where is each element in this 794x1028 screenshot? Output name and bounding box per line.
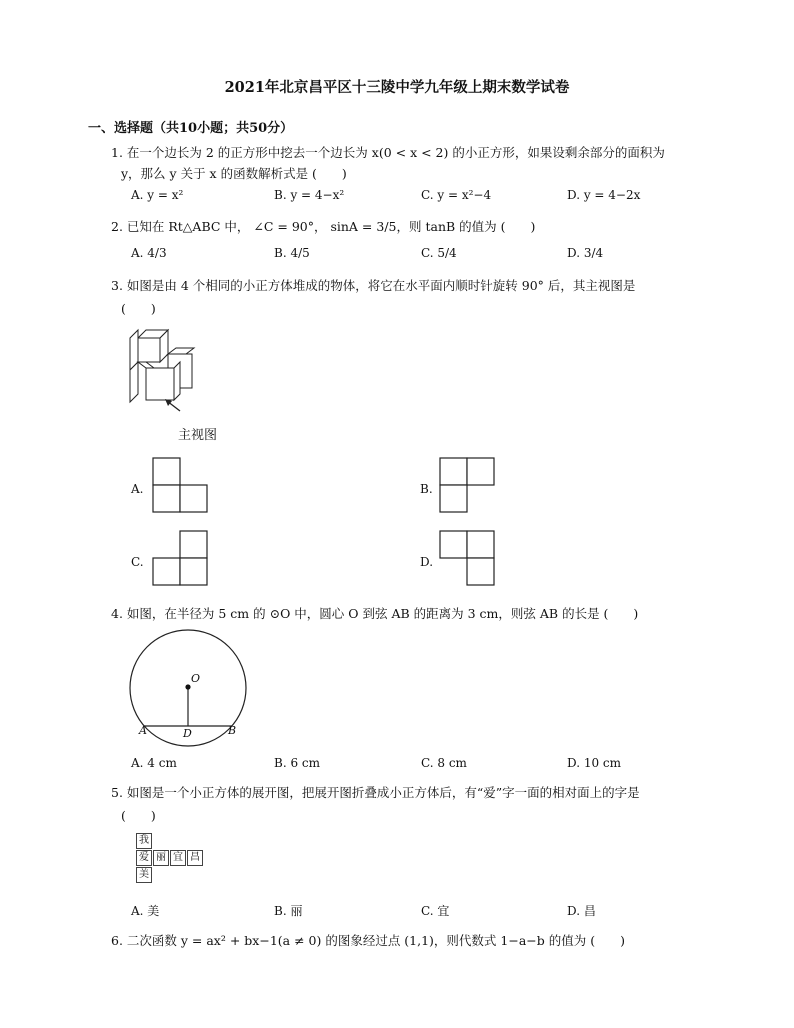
q4-label-b: B xyxy=(228,724,237,737)
q4-option-c: C. 8 cm xyxy=(421,756,467,770)
q3-option-c-figure xyxy=(152,530,210,586)
q3-option-b: B. xyxy=(420,482,433,496)
q2-text: 2. 已知在 Rt△ABC 中， ∠C = 90°， sinA = 3/5，则 tanB 的值为 ( ) xyxy=(111,219,536,234)
q3-main-view-label: 主视图 xyxy=(178,428,218,443)
net-cell-ai: 爱 xyxy=(136,850,152,866)
q4-text: 4. 如图，在半径为 5 cm 的 ⊙O 中，圆心 O 到弦 AB 的距离为 3 cm，则弦 AB 的长是 ( ) xyxy=(111,606,639,621)
q4-option-d: D. 10 cm xyxy=(567,756,622,770)
page-title: 2021年北京昌平区十三陵中学九年级上期末数学试卷 xyxy=(224,79,570,96)
section-heading: 一、选择题（共10小题；共50分） xyxy=(88,121,294,136)
q3-option-b-figure xyxy=(439,457,497,513)
q1-option-d: D. y = 4−2x xyxy=(567,188,641,202)
q3-text-line2: ( ) xyxy=(121,301,156,316)
q5-option-b: B. 丽 xyxy=(274,904,303,918)
net-cell-wo: 我 xyxy=(136,833,152,849)
q2-option-b: B. 4/5 xyxy=(274,246,310,260)
q5-option-c: C. 宜 xyxy=(421,904,450,918)
q4-label-a: A xyxy=(139,724,147,737)
q2-option-d: D. 3/4 xyxy=(567,246,604,260)
q1-option-a: A. y = x² xyxy=(131,188,184,202)
q3-option-d-figure xyxy=(439,530,497,586)
net-cell-yi: 宜 xyxy=(170,850,186,866)
arrow-icon xyxy=(162,398,184,414)
q5-option-d: D. 昌 xyxy=(567,904,596,918)
q4-label-o: O xyxy=(191,672,201,685)
q5-option-a: A. 美 xyxy=(131,904,160,918)
q2-option-c: C. 5/4 xyxy=(421,246,457,260)
q3-option-a-figure xyxy=(152,457,210,513)
q3-option-c: C. xyxy=(131,555,144,569)
q5-text-line2: ( ) xyxy=(121,808,156,823)
q4-option-b: B. 6 cm xyxy=(274,756,320,770)
q5-cube-net xyxy=(136,833,216,885)
q6-text: 6. 二次函数 y = ax² + bx−1(a ≠ 0) 的图象经过点 (1,1)，则代数式 1−a−b 的值为 ( ) xyxy=(111,933,625,948)
q3-text-line1: 3. 如图是由 4 个相同的小正方体堆成的物体，将它在水平面内顺时针旋转 90° 后，其主视图是 xyxy=(111,278,636,293)
q5-text-line1: 5. 如图是一个小正方体的展开图，把展开图折叠成小正方体后，有“爱”字一面的相对面上的字是 xyxy=(111,785,640,800)
q1-text-line1: 1. 在一个边长为 2 的正方形中挖去一个边长为 x(0 < x < 2) 的小正方形，如果设剩余部分的面积为 xyxy=(111,145,665,160)
q1-option-c: C. y = x²−4 xyxy=(421,188,492,202)
net-cell-chang: 昌 xyxy=(187,850,203,866)
q4-option-a: A. 4 cm xyxy=(131,756,177,770)
q1-option-b: B. y = 4−x² xyxy=(274,188,345,202)
net-cell-li: 丽 xyxy=(153,850,169,866)
net-cell-mei: 美 xyxy=(136,867,152,883)
q4-label-d: D xyxy=(183,727,192,740)
q3-option-d: D. xyxy=(420,555,434,569)
q2-option-a: A. 4/3 xyxy=(131,246,167,260)
q3-option-a: A. xyxy=(131,482,144,496)
q1-text-line2: y，那么 y 关于 x 的函数解析式是 ( ) xyxy=(121,166,347,181)
